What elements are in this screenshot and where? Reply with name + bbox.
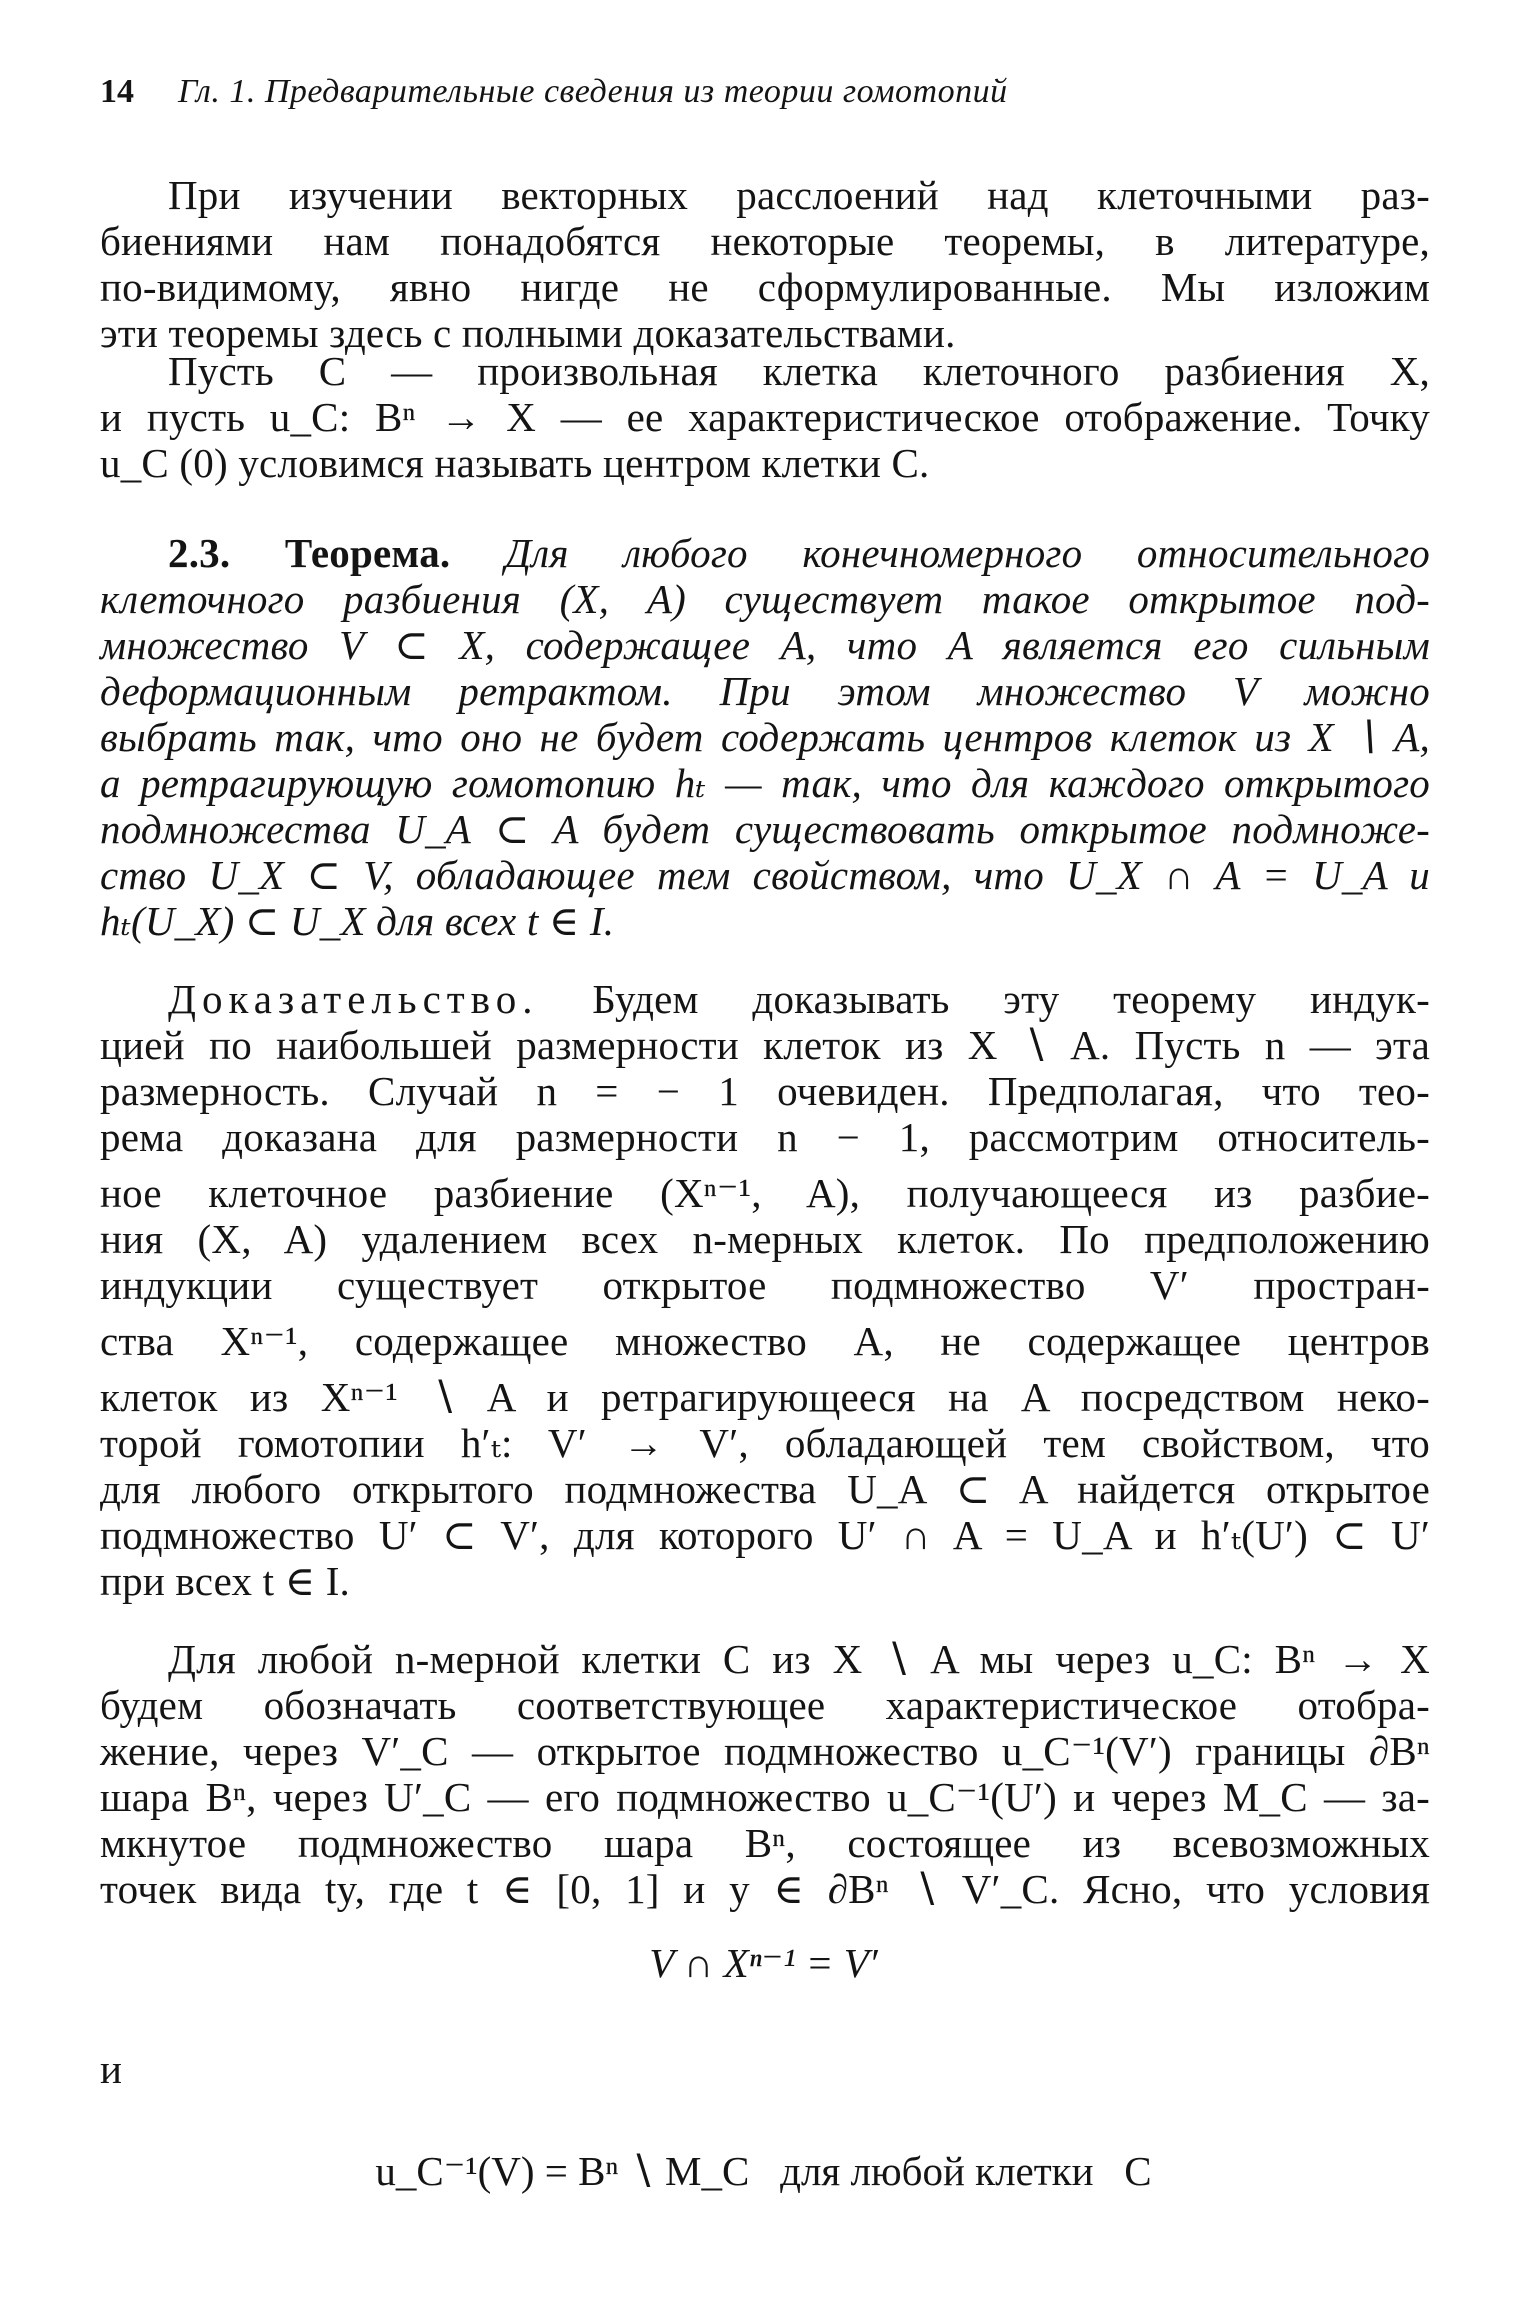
text-line: эти теоремы здесь с полными доказательствами.: [100, 310, 956, 356]
text-line: Для любой n-мерной клетки C из X ∖ A мы через u_C: Bⁿ → X: [168, 1636, 1430, 1682]
text-line: Будем доказывать эту теорему индук-: [592, 976, 1430, 1022]
text-line: hₜ(U_X) ⊂ U_X для всех t ∈ I.: [100, 898, 615, 944]
text-line: будем обозначать соответствующее характеристическое отобра-: [100, 1682, 1430, 1728]
text-line: индукции существует открытое подмножество V′ простран-: [100, 1262, 1430, 1308]
text-line: для любого открытого подмножества U_A ⊂ A найдется открытое: [100, 1466, 1430, 1512]
text-line: рема доказана для размерности n − 1, рассмотрим относитель-: [100, 1114, 1430, 1160]
text-line: u_C (0) условимся называть центром клетки C.: [100, 440, 930, 486]
text-line: деформационным ретрактом. При этом множество V можно: [100, 668, 1430, 714]
text-line: по-видимому, явно нигде не сформулированные. Мы изложим: [100, 264, 1430, 310]
text-line: ния (X, A) удалением всех n-мерных клеток. По предположению: [100, 1216, 1430, 1262]
text-line: размерность. Случай n = − 1 очевиден. Предполагая, что тео-: [100, 1068, 1430, 1114]
proof-paragraph: [100, 976, 1430, 1604]
intro-paragraph: [100, 172, 1430, 356]
equation-2: u_C⁻¹(V) = Bⁿ ∖ M_C для любой клетки C: [375, 2148, 1152, 2194]
text-line: торой гомотопии h′ₜ: V′ → V′, обладающей тем свойством, что: [100, 1420, 1430, 1466]
text-line: подмножества U_A ⊂ A будет существовать открытое подмноже-: [100, 806, 1430, 852]
text-line: ное клеточное разбиение (Xⁿ⁻¹, A), получающееся из разбие-: [100, 1170, 1430, 1216]
text-line: мкнутое подмножество шара Bⁿ, состоящее из всевозможных: [100, 1820, 1430, 1866]
text-line: а ретрагирующую гомотопию hₜ — так, что для каждого открытого: [100, 760, 1430, 806]
text-line: Для любого конечномерного относительного: [505, 530, 1431, 576]
characteristic-map-paragraph: [100, 1636, 1430, 1912]
text-line: биениями нам понадобятся некоторые теоремы, в литературе,: [100, 218, 1430, 264]
conjunction: и: [100, 2046, 122, 2092]
center-definition-paragraph: [100, 348, 1430, 486]
text-line: клеток из Xⁿ⁻¹ ∖ A и ретрагирующееся на A посредством неко-: [100, 1374, 1430, 1420]
page-number: 14: [100, 73, 134, 110]
text-line: клеточного разбиения (X, A) существует такое открытое под-: [100, 576, 1430, 622]
proof-label: Доказательство.: [168, 976, 539, 1022]
running-header: [100, 72, 1430, 112]
text-line: Пусть C — произвольная клетка клеточного разбиения X,: [168, 348, 1430, 394]
text-line: ство U_X ⊂ V, обладающее тем свойством, что U_X ∩ A = U_A и: [100, 852, 1430, 898]
text-line: цией по наибольшей размерности клеток из X ∖ A. Пусть n — эта: [100, 1022, 1430, 1068]
text-line: подмножество U′ ⊂ V′, для которого U′ ∩ A = U_A и h′ₜ(U′) ⊂ U′: [100, 1512, 1430, 1558]
text-line: при всех t ∈ I.: [100, 1558, 351, 1604]
running-title: Гл. 1. Предварительные сведения из теории гомотопий: [178, 73, 1008, 110]
text-line: множество V ⊂ X, содержащее A, что A является его сильным: [100, 622, 1430, 668]
theorem-label: 2.3. Теорема.: [168, 530, 451, 576]
text-line: точек вида ty, где t ∈ [0, 1] и y ∈ ∂Bⁿ ∖ V′_C. Ясно, что условия: [100, 1866, 1430, 1912]
text-line: жение, через V′_C — открытое подмножество u_C⁻¹(V′) границы ∂Bⁿ: [100, 1728, 1430, 1774]
text-line: ства Xⁿ⁻¹, содержащее множество A, не содержащее центров: [100, 1318, 1430, 1364]
text-line: При изучении векторных расслоений над клеточными раз-: [168, 172, 1430, 218]
text-line: шара Bⁿ, через U′_C — его подмножество u_C⁻¹(U′) и через M_C — за-: [100, 1774, 1430, 1820]
text-line: и пусть u_C: Bⁿ → X — ее характеристическое отображение. Точку: [100, 394, 1430, 440]
text-line: выбрать так, что оно не будет содержать центров клеток из X ∖ A,: [100, 714, 1430, 760]
equation-1: V ∩ Xⁿ⁻¹ = V′: [649, 1940, 878, 1986]
theorem-2-3: [100, 530, 1430, 944]
